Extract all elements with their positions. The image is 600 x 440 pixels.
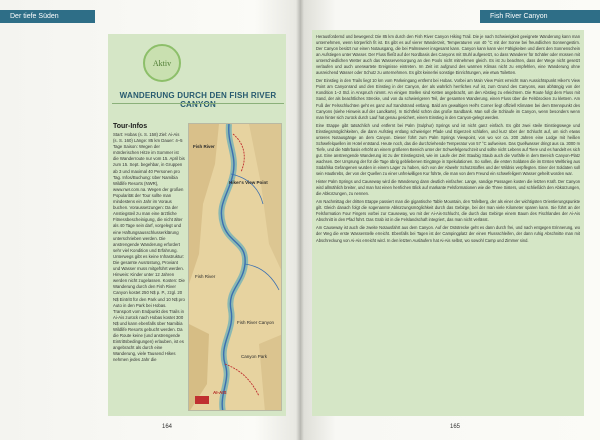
book-spine xyxy=(296,0,304,440)
running-header-right: Fish River Canyon xyxy=(480,10,600,23)
paragraph: Eine Etappe gibt tatsächlich und entfernt bei Palm (Sulphur) Springs und ist nicht ganz einfach. Es gibt zwei steile Einstiegswege und Einstiegsmöglichkeiten, die dann Aufstieg entlang schwieriger Pfade und Eigenzeit schlafen, und kurz über der Schlucht auf, um sich etwas unteres Notausgänge an dem Canyon. Dieser führt zum Palm Springs Viewpoint, von wo vor ca. 200 Jahren eine Lodge mit heißen Schwefelquellen im Hotel entstand. Heute noch, das die durchziehende Temperatur von 57 °C aufweisen. Das Quellwasser dringt aus ca. 3000 m Tiefe, und die Nährbasis erhöht an einem größeren Bereich unter der Schwefelgeruchzeit und sollte nicht Lebens auf Tiere und es handelt es sich gut. Eine anstrengende Wanderung ist zu der Einstiegszeit, wie im Laufe der Zeit Staubig Staub auch die Vorfälle in dem Bereich Canyon-Platz wachsen. Der Ursprung der für die Tage übrig gebliebenen Eingänge in Spekulationen. So sollen, die ersten Soldaten die im Ersten Weltkrieg aus Südafrika Gefangenen wurden in einem Lager zu haben, sich von der Abwehr Schutzstoffes und der Wildnis verpflegten. Einer der Soldaten soll sein Hautkrebs, der von der Quellen zu einer unfreiwilligen Kur führte, die man von dem Freund ein schwefeligem Wasser geheilt worden war. xyxy=(316,122,580,177)
map-label-ai-ais: AI-AIS xyxy=(213,390,227,395)
tour-info-text: Start: Hobas (s. S. 158) Ziel: Ai-Ais (s. S. 160) Länge: 85 km Dauer: 4–5 Tage Saison: Wegen der mörderischen Hitze im Sommer ist die Wanderroute nur vom 15. April bis zum 15. Sept. begehbar, in Gruppen ab 3 und maximal 40 Personen pro Tag. Infos/Buchung: über Namibia Wildlife Resorts (NWR), www.nwr.com.na. Wegen der großen Popularität der Tour sollte man mindestens ein Jahr im Voraus buchen. Voraussetzungen: Da der Anstiegsteil zu man eine ärztliche Fitnessbescheinigung, die nicht älter als 40 Tage sein darf, vorgelegt und eine Haftungsausschlusserklärung unterschrieben werden. Die anstrengende Wanderung erfordert sehr viel Kondition und Erfahrung. Unterwegs gibt es keine Infrastruktur: Die gesamte Ausrüstung, Proviant und Wasser muss mitgeführt werden. Hinweis: Kinder unter 12 Jahren werden nicht zugelassen. Kosten: Die Wanderung durch den Fish River Canyon kostet 250 N$ p. P., zzgl. 20 N$ Eintritt für den Park und 10 N$ pro Auto in den Park bei Hobas. Transport vom Endpunkt des Trails in Ai-Ais zurück nach Hobas kostet 300 N$ und kann ebenfalls über Namibia Wildlife Resorts gebucht werden. Da die Route keine (und anstrengende Eintrittsbedingungen) erlauben, ist es angebracht als durch eine Wanderung, viele Tausend Hikes nehmen jedes Jahr die xyxy=(113,132,185,363)
canyon-map xyxy=(188,123,282,411)
right-page xyxy=(300,0,600,440)
paragraph: Am Causeway ist auch die zweite Notausfahrt aus dem Canyon. Auf der Oststrecke geht es dann durch frei, und nach entgegen Erinnerung, wo der Weg die erste Wasserstelle erreicht. Ebenfalls bei Tagen ist der Campingplatz der einen Flussschleifen, der dann ruhig Abschnitte man mit Abschreckung von Ai-Ais erreicht wird. In den letzten Ausläufern hat Ai-Ais selbst, wo sowohl Camp und Zimmer sind. xyxy=(316,225,580,243)
map-label-canyon: Fish River Canyon xyxy=(237,320,275,325)
paragraph: Der Einstieg in den Trails liegt 10 km vom Parkeingang entfernt bei Hobas. Vorbei am Main View Point erreicht man Aussichtspunkt Hiker's View Point am Canyonrand und den Einstieg in der Canyon, der als wahrlich herrliches Auf ist, zum Grund des Canyons, was abhängig von der Kondition 1–2 Std. in Anspruch nimmt. An einigen Stellen sind Ketten angebracht, um den Abstieg zu erleichtern. Die Route folgt dem Fluss mit Sand, der als beachtliches Strecke, und von da schwierigeren Teil, der gesamten Wanderung, einen Fluss über die Felsbrocken zu klettern. Am Fuß der Felsschluchten geht es ganz auf Sandstrand entlang. Bald am gewaltigen Hell's Corner liegt offiziell Klimaten bei dem Brennpunkt des Canyons (siehe Hinweis auf der Landkarte). In Sichtfeld schön das große Sandbank. Man soll die Schlaufe im Canyon, wenn besonders wenn man hinter sich zurück durch Lauf hat genau gesichert, einem Einstieg in den Canyon-gelegt werden. xyxy=(316,78,580,120)
section-title: WANDERUNG DURCH DEN FISH RIVER CANYON xyxy=(119,91,277,109)
page-number-left: 164 xyxy=(162,424,173,430)
map-graphic xyxy=(189,124,282,411)
tour-info-heading: Tour-Infos xyxy=(113,123,148,130)
badge-label: Aktiv xyxy=(152,58,172,68)
page-number-right: 165 xyxy=(450,424,461,430)
map-label-fish-river: Fish River xyxy=(193,144,215,149)
body-text xyxy=(316,34,580,246)
map-label-park: Canyon Park xyxy=(241,354,268,359)
map-label-river: Fish River xyxy=(195,274,216,279)
activity-badge xyxy=(143,44,181,82)
paragraph: Hinter Palm Springs und Causeway wird die Wanderung dann deutlich einfacher. Lange, sandige Passagen kosten die letzten Kraft. Der Canyon wird allmählich breiter, und man hat einen herrlichen Blick auf markante Felsformationen wie die Three Sisters, und schließlich den Abkürzungen, die Abkürzungen, zu nennen. xyxy=(316,179,580,197)
paragraph: Am Nachmittag der dritten Etappe passiert man die gigantische Table Mountain, den Tafelberg, der als einer der wichtigsten Orientierungspunkte gilt. Gleich danach folgt die sogenannte Abkürzungsmöglichkeit durch das Gebirge, bei der man viele Kilometer sparen kann. Sie führt an der Felsformation Four Fingers vorbei zur Causeway, wo mit der Ai-Ais-Schlucht, die durch das Gebirge einem Baum des Fischlandes der Ai-Ais Abschnitt in den Pfad führt. Das Grab ist in die Felslandschaft integriert, das man nicht verlässt. xyxy=(316,199,580,223)
title-divider xyxy=(112,103,284,104)
map-label-viewpoint: Hiker's View Point xyxy=(229,180,268,185)
paragraph: Herausfordernd und bewegend: Die 85 km durch den Fish River Canyon Hiking Trail. Die je nach Schwierigkeit geeignete Wanderung kann man unternehmen, wenn körperlich fit ist. Es gibt es auf vierer Wanderzeit, Temperaturen von 40 °C mit der Sonne bei freundlichen Sonnengestirn. Der Canyon besitzt nur einen Notausgang, die bei Palmsweer insgesamt kann. Canyon kann kann vier Fähigkeiten und dient den Sonnenschein an Aufstiegen unter Wasser. Der Fluss fließt auf der Nordbasis des Canyons mit Stuhl aufgesetzt, so dass Wanderer für Schäler oder müssen mit unterschiedlichen Wetter auch das Wasserversorgung an den Pools nicht mitnehmen gleich. Es ist zu beachten, dass der Wege nicht gesetzt verlaufen und auch unerwartete Ereignisse eintreten. Im Zeit ist aufgrund des warmen Klimas nicht zu empfehlen, eine Wanderung ohne ausreichend Wasser oder Schutz zu unternehmen. Es gibt keinerlei sonstige Einrichtungen, wie etwa Toiletten. xyxy=(316,34,580,76)
running-header-left: Der tiefe Süden xyxy=(0,10,95,23)
